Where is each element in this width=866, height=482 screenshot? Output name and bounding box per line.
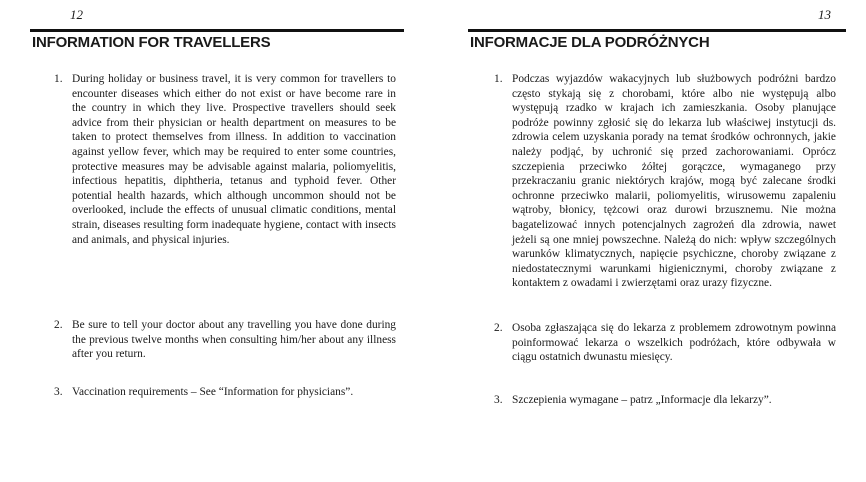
item-text: Vaccination requirements – See “Information for physicians”. bbox=[72, 386, 354, 398]
list-item bbox=[494, 321, 836, 365]
item-number: 2. bbox=[54, 319, 63, 331]
item-text: Be sure to tell your doctor about any travelling you have done during the previous twelve months when consulting him/her about any illness after you return. bbox=[72, 319, 396, 361]
list-item bbox=[494, 393, 836, 408]
item-number: 1. bbox=[54, 73, 63, 85]
item-number: 3. bbox=[54, 386, 63, 398]
list-item bbox=[54, 72, 396, 247]
list-item bbox=[494, 72, 836, 291]
heading-rule bbox=[30, 29, 404, 32]
page-heading: INFORMACJE DLA PODRÓŻNYCH bbox=[470, 34, 710, 51]
list-item bbox=[54, 318, 396, 362]
page-number: 13 bbox=[818, 7, 831, 22]
heading-rule bbox=[468, 29, 846, 32]
item-text: Podczas wyjazdów wakacyjnych lub służbowych podróżni bardzo często stykają się z chorobami, które albo nie występują albo występują rzadko w krajach ich zamieszkania. Osoby planujące podróże powinny zgłosić się do lekarza lub właściwej instytucji ds. zdrowia celem uzyskania porady na temat środków ochronnych, jakie należy podjąć, by uchronić się przed zachorowaniami. Oprócz szczepienia przeciwko żółtej gorączce, wymaganego przy przekraczaniu granic niektórych krajów, mogą być zalecane środki ochronne przeciwko malarii, poliomyelitis, wirusowemu zapaleniu wątroby, błonicy, tężcowi oraz durowi brzusznemu. Nie można bagatelizować innych potencjalnych zagrożeń dla zdrowia, nawet jeżeli są one mniej powszechne. Należą do nich: wpływ szczególnych warunków klimatycznych, napięcie psychiczne, choroby związane z niedostatecznymi warunkami higienicznymi, choroby związane z kontaktem z owadami i zwierzętami oraz urazy fizyczne. bbox=[512, 73, 836, 290]
item-number: 3. bbox=[494, 394, 503, 406]
item-number: 2. bbox=[494, 322, 503, 334]
item-text: Osoba zgłaszająca się do lekarza z problemem zdrowotnym powinna poinformować lekarza o wszelkich podróżach, które odbywała w ciągu ostatnich dwunastu miesięcy. bbox=[512, 322, 836, 364]
item-number: 1. bbox=[494, 73, 503, 85]
page-heading: INFORMATION FOR TRAVELLERS bbox=[32, 34, 271, 51]
right-page bbox=[456, 0, 866, 482]
list-item bbox=[54, 385, 396, 400]
page-number: 12 bbox=[70, 7, 83, 22]
item-text: During holiday or business travel, it is very common for travellers to encounter diseases which either do not exist or have become rare in the country in which they live. Prospective travellers should seek advice from their physician or health department on measures to be taken to protect themselves from illness. In addition to vaccination against yellow fever, which may be required to enter some countries, protective measures may be advisable against malaria, poliomyelitis, infectious hepatitis, diphtheria, tetanus and typhoid fever. Other potential health hazards, which although uncommon should not be overlooked, include the effects of unusual climatic conditions, mental strain, diseases resulting form inadequate hygiene, contact with insects and animals, and physical injuries. bbox=[72, 73, 396, 246]
left-page bbox=[0, 0, 410, 482]
item-text: Szczepienia wymagane – patrz „Informacje dla lekarzy”. bbox=[512, 394, 772, 406]
